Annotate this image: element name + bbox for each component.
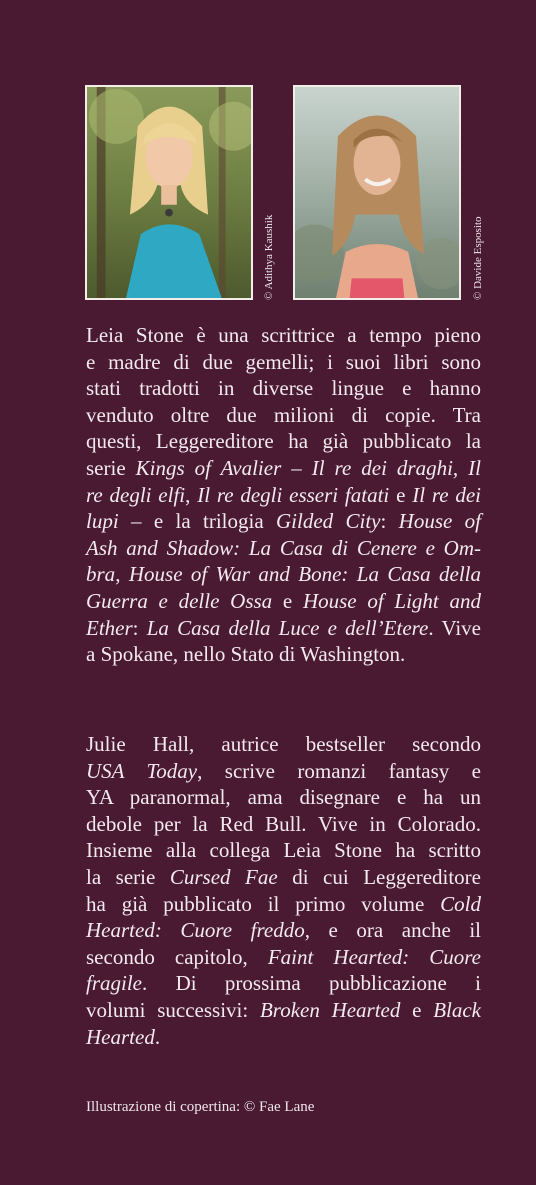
text-line [86, 970, 481, 997]
text-run: debole per la Red Bull. Vive in Colorado. [86, 811, 481, 836]
bio-leia-stone [86, 322, 481, 668]
italic-title: Ash and Shadow: La Casa di Cenere e Om- [86, 535, 481, 560]
text-run: la serie [86, 864, 170, 889]
cover-illustration-credit: Illustrazione di copertina: © Fae Lane [86, 1099, 315, 1115]
text-run: – e la trilogia [118, 509, 276, 534]
text-line [86, 482, 481, 509]
text-run: serie [86, 455, 136, 480]
italic-title: Il re dei [412, 482, 482, 507]
author-portrait-image [295, 87, 459, 298]
text-line [86, 375, 481, 402]
text-run: , e ora anche il [304, 918, 481, 943]
text-line [86, 864, 481, 891]
text-run: : [132, 615, 147, 640]
text-line [86, 349, 481, 376]
text-run: , [115, 562, 129, 587]
photo-credit-2: © Davide Esposito [472, 216, 484, 300]
photo-credit-1: © Adithya Kaushik [263, 214, 275, 300]
text-run: . [154, 1024, 161, 1049]
text-run: : [380, 509, 399, 534]
bio-julie-hall [86, 731, 481, 1050]
text-line [86, 322, 481, 349]
italic-title: USA Today [86, 758, 198, 783]
italic-title: Guerra e delle Ossa [86, 588, 273, 613]
text-run: , [185, 482, 198, 507]
italic-title: re degli elfi [86, 482, 186, 507]
italic-title: Ether [86, 615, 133, 640]
italic-title: Hearted: Cuore freddo [86, 918, 305, 943]
text-line [86, 428, 481, 455]
author-photo-julie-hall [293, 85, 461, 300]
italic-title: bra [86, 562, 116, 587]
text-run: , [452, 455, 469, 480]
text-line [86, 837, 481, 864]
italic-title: House of Light and [302, 588, 482, 613]
italic-title: fragile [86, 971, 142, 996]
italic-title: Kings of Avalier – Il re dei draghi [135, 455, 453, 480]
text-line [86, 508, 481, 535]
text-line [86, 1024, 481, 1051]
italic-title: La Casa della Luce e dell’Etere [146, 615, 429, 640]
text-run: , scrive romanzi fantasy e [197, 758, 481, 783]
italic-title: Il re degli esseri fatati [197, 482, 390, 507]
text-run: secondo capitolo, [86, 944, 268, 969]
italic-title: Il [468, 455, 481, 480]
text-run: e [400, 997, 434, 1022]
author-photo-leia-stone [85, 85, 253, 300]
text-run: . Vive [428, 615, 482, 640]
text-run: e [389, 482, 413, 507]
text-line [86, 641, 481, 668]
text-run: a Spokane, nello Stato di Washington. [86, 642, 406, 667]
italic-title: Faint Hearted: Cuore [267, 944, 481, 969]
italic-title: Cold [440, 891, 481, 916]
text-line [86, 784, 481, 811]
text-run: e [272, 588, 303, 613]
text-run: venduto oltre due milioni di copie. Tra [86, 402, 481, 427]
text-run: Julie Hall, autrice bestseller secondo [86, 732, 481, 756]
text-line [86, 891, 481, 918]
text-run: ha già pubblicato il primo volume [86, 891, 441, 916]
text-line [86, 455, 481, 482]
text-line [86, 535, 481, 562]
author-portrait-image [87, 87, 251, 298]
italic-title: Cursed Fae [169, 864, 278, 889]
italic-title: Black [433, 997, 481, 1022]
text-line [86, 561, 481, 588]
italic-title: House of War and Bone: La Casa della [128, 562, 481, 587]
italic-title: Gilded City [275, 509, 381, 534]
text-line [86, 731, 481, 758]
text-line [86, 402, 481, 429]
italic-title: Broken Hearted [259, 997, 401, 1022]
text-line [86, 588, 481, 615]
text-run: di cui Leggereditore [277, 864, 481, 889]
text-run: questi, Leggereditore ha già pubblicato la [86, 429, 481, 454]
text-run: Leia Stone è una scrittrice a tempo pieno [86, 323, 481, 347]
italic-title: Hearted [86, 1024, 155, 1049]
text-line [86, 758, 481, 785]
text-line [86, 811, 481, 838]
text-line [86, 944, 481, 971]
text-line [86, 997, 481, 1024]
text-run: Insieme alla collega Leia Stone ha scritto [86, 838, 481, 863]
text-run: . Di prossima pubblicazione i [142, 971, 481, 996]
text-run: e madre di due gemelli; i suoi libri sono [86, 349, 481, 374]
text-run: volumi successivi: [86, 997, 260, 1022]
text-run: stati tradotti in diverse lingue e hanno [86, 376, 481, 401]
italic-title: House of [398, 509, 481, 534]
text-run: YA paranormal, ama disegnare e ha un [86, 785, 481, 810]
text-line [86, 917, 481, 944]
italic-title: lupi [86, 509, 119, 534]
text-line [86, 615, 481, 642]
